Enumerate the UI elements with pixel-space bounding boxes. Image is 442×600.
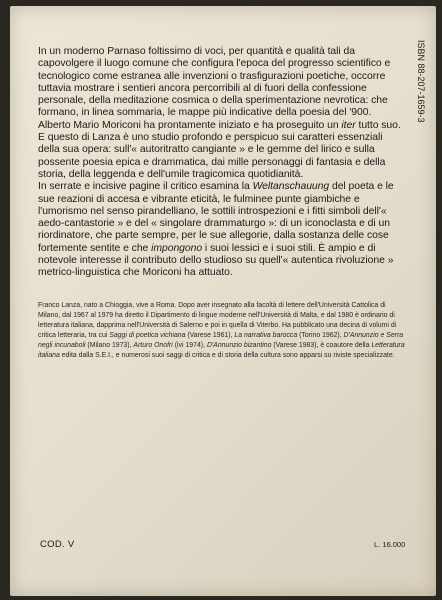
blurb-p2-c: i suoi lessici e i suoi stili. È ampio e di notevole interesse il contributo dello studioso su quell'« autentica rivoluzione » metrico-linguistica che Moriconi ha attuato. [38, 242, 394, 279]
bio-title-4: Arturo Onofri [133, 341, 173, 349]
bio-title-5: D'Annunzio bizantino [206, 341, 272, 349]
blurb-p2-b: del poeta e le sue reazioni di accesa e vibrante eticità, le fulminee punte giambiche e l'umorismo nel senso pirandelliano, le sottili introspezioni e i fitti simboli dell'« aedo-cantastorie » e del « singolare drammaturgo »: di un iconoclasta e di un riordinatore, che parte sempre, per le sue allegorie, dalla sostanza delle cose fortemente sentite e che [38, 181, 394, 254]
bio-f: (Varese 1983), è coautore della [271, 341, 372, 349]
blurb-weltanschauung: Weltanschauung [252, 181, 330, 193]
bio-title-3: D'Annunzio e Serra negli incunaboli [38, 331, 404, 349]
bio-e: (ivi 1974), [172, 341, 207, 349]
blurb-p1-b: tutto suo. E questo di Lanza è uno studio profondo e perspicuo sui caratteri essenziali della sua opera: sull'« autoritratto cangiante » e le gemme del lirico e sulla possente poesia epica e drammatica, dai mille personaggi di fantasia e della storia, della leggenda e dell'umile tragicomica quotidianità. [38, 119, 401, 180]
blurb-p1-a: In un moderno Parnaso foltissimo di voci, per quantità e qualità tali da capovolgere il luogo comune che configura l'epoca del progresso scientifico e tecnologico come estranea alle invenzioni o trasfigurazioni poetiche, occorre tuttavia mostrare i sentieri ancora percorribili al di fuori della confessione personale, della meditazione cosmica o della sperimentazione nevrotica: che formano, in linea sommaria, le mappe più indicative della poesia del '900. Alberto Mario Moriconi ha prontamente iniziato e ha proseguito un [38, 46, 391, 131]
book-back-cover [10, 6, 436, 596]
bio-d: (Milano 1973), [85, 341, 134, 349]
blurb-p2-a: In serrate e incisive pagine il critico esamina la [38, 181, 253, 193]
bio-title-6: Letteratura italiana [38, 341, 405, 359]
bio-title-2: La narrativa barocca [234, 331, 298, 339]
bio-b: (Varese 1961), [185, 331, 235, 339]
blurb-iter: iter [341, 119, 356, 131]
author-bio [38, 301, 408, 360]
blurb-impongono: impongono [151, 242, 203, 254]
price-label: L. 16.000 [374, 540, 406, 549]
bio-g: edita dalla S.E.I., e numerosi suoi saggi di critica e di storia della cultura sono apparsi su riviste specializzate. [59, 351, 395, 359]
bio-c: (Torino 1962), [297, 331, 344, 339]
bio-a: Franco Lanza, nato a Chioggia, vive a Roma. Dopo aver insegnato alla facoltà di lettere dell'Università Cattolica di Milano, dal 1967 al 1979 ha diretto il Dipartimento di lingue moderne nell'Università di Malta, e dal 1980 è ordinario di letteratura italiana, dapprima nell'Università di Salerno e poi in quella di Viterbo. Ha pubblicato una decina di volumi di critica letteraria, tra cui [38, 302, 397, 339]
blurb-text [38, 46, 406, 280]
bio-title-1: Saggi di poetica vichiana [109, 331, 186, 339]
isbn-label: ISBN 88-207-1659-3 [416, 40, 426, 123]
product-code: COD. V [40, 539, 75, 550]
